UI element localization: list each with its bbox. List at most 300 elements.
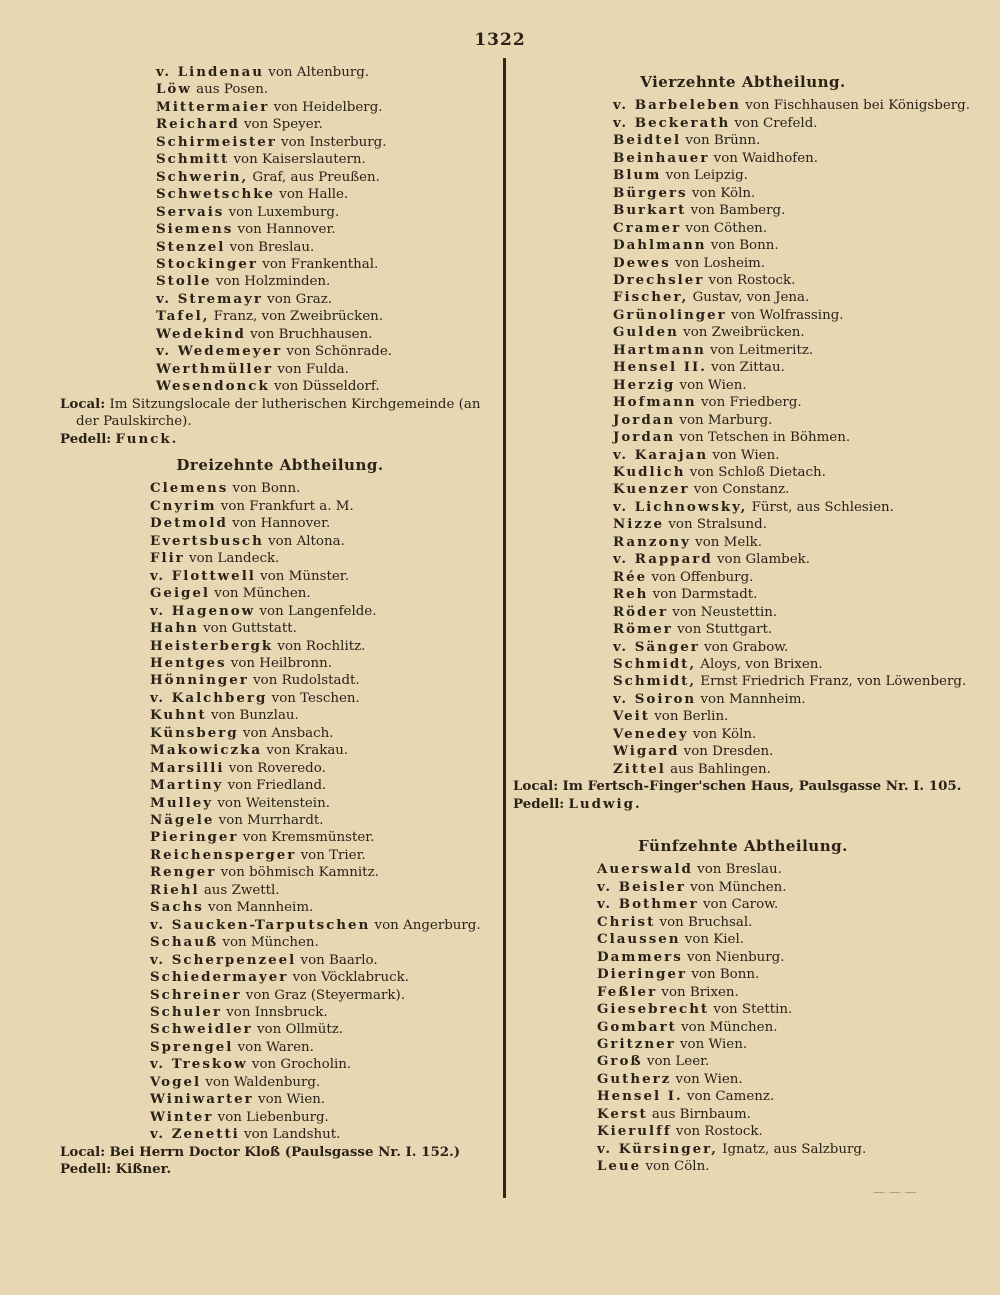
member-origin: von Wien.	[258, 1092, 326, 1108]
member-origin: Ernst Friedrich Franz, von Löwenberg.	[700, 674, 967, 690]
member-entry	[513, 289, 973, 306]
member-name: Kuhnt	[150, 707, 207, 724]
member-entry	[513, 97, 973, 114]
member-name: v. Rappard	[613, 551, 713, 568]
member-entry	[513, 914, 973, 931]
member-origin: von Tetschen in Böhmen.	[679, 430, 851, 446]
member-entry	[513, 132, 973, 149]
member-name: Gulden	[613, 324, 679, 341]
member-origin: aus Bahlingen.	[670, 761, 771, 777]
member-origin: von Krakau.	[266, 743, 349, 759]
member-entry	[513, 1019, 973, 1036]
member-origin: von Frankfurt a. M.	[220, 498, 354, 514]
member-origin: von Bonn.	[710, 238, 779, 254]
member-entry	[513, 255, 973, 272]
member-name: Groß	[597, 1053, 643, 1070]
member-name: Wigard	[613, 743, 680, 760]
member-entry	[60, 934, 500, 951]
member-origin: aus Posen.	[196, 82, 269, 98]
member-name: Reh	[613, 586, 649, 603]
member-origin: von Melk.	[695, 534, 762, 550]
member-entry	[513, 551, 973, 568]
member-origin: von Grabow.	[704, 639, 789, 655]
member-name: Römer	[613, 621, 673, 638]
member-name: Schreiner	[150, 986, 242, 1003]
member-name: v. Flottwell	[150, 567, 256, 584]
member-origin: von Weitenstein.	[217, 795, 330, 811]
member-name: v. Beisler	[597, 878, 686, 895]
member-name: Künsberg	[150, 724, 239, 741]
member-name: v. Zenetti	[150, 1126, 240, 1143]
member-origin: von Trier.	[300, 847, 366, 863]
member-origin: von Bamberg.	[690, 203, 786, 219]
member-origin: von Holzminden.	[215, 274, 331, 290]
member-entry	[60, 169, 500, 186]
member-entry	[60, 987, 500, 1004]
member-name: Riehl	[150, 881, 200, 898]
member-origin: von Insterburg.	[281, 134, 387, 150]
member-entry	[513, 412, 973, 429]
member-entry	[60, 1091, 500, 1108]
member-origin: von Heidelberg.	[273, 99, 383, 115]
member-entry	[60, 99, 500, 116]
member-origin: von Schönrade.	[286, 344, 393, 360]
member-entry	[513, 949, 973, 966]
member-name: Tafel,	[156, 308, 210, 325]
member-origin: Gustav, von Jena.	[692, 290, 810, 306]
member-entry	[513, 1053, 973, 1070]
member-origin: von Baarlo.	[300, 952, 378, 968]
member-entry	[60, 1109, 500, 1126]
page-number: 1322	[474, 30, 526, 50]
member-origin: Ignatz, aus Salzburg.	[722, 1141, 867, 1157]
member-origin: von Cöln.	[645, 1159, 710, 1175]
member-origin: von Bruchsal.	[659, 914, 753, 930]
member-entry	[60, 655, 500, 672]
member-origin: von Frankenthal.	[262, 256, 379, 272]
member-origin: von Stuttgart.	[677, 622, 773, 638]
member-origin: von Graz.	[267, 291, 333, 307]
member-origin: von Ollmütz.	[256, 1022, 344, 1038]
member-entry	[513, 220, 973, 237]
member-entry	[513, 586, 973, 603]
member-name: v. Hagenow	[150, 602, 256, 619]
member-name: Makowiczka	[150, 742, 263, 759]
member-name: v. Lichnowsky,	[613, 498, 748, 515]
member-entry	[60, 550, 500, 567]
member-entry	[513, 150, 973, 167]
member-name: Schweidler	[150, 1021, 253, 1038]
member-entry	[513, 1001, 973, 1018]
member-origin: von Guttstatt.	[203, 621, 297, 637]
member-entry	[513, 324, 973, 341]
member-entry	[513, 359, 973, 376]
pedell-line: Pedell: Ludwig.	[513, 795, 642, 812]
member-name: Feßler	[597, 983, 658, 1000]
member-list-section-12	[60, 64, 500, 396]
column-divider	[503, 58, 506, 1198]
member-origin: von Kremsmünster.	[242, 830, 375, 846]
member-entry	[60, 917, 500, 934]
member-entry	[513, 377, 973, 394]
member-name: Mulley	[150, 794, 214, 811]
member-entry	[513, 1123, 973, 1140]
member-name: Siemens	[156, 221, 234, 238]
member-origin: von Friedberg.	[700, 395, 802, 411]
member-name: Schirmeister	[156, 133, 277, 150]
member-name: Schwerin,	[156, 168, 249, 185]
member-name: Röder	[613, 603, 668, 620]
member-name: Hartmann	[613, 341, 706, 358]
member-entry	[513, 115, 973, 132]
member-origin: von Schloß Dietach.	[689, 464, 826, 480]
member-name: v. Sänger	[613, 638, 700, 655]
member-origin: von Bonn.	[691, 967, 760, 983]
member-entry	[513, 447, 973, 464]
member-origin: von Grocholin.	[251, 1057, 352, 1073]
member-entry	[60, 795, 500, 812]
member-origin: von Bonn.	[232, 481, 301, 497]
member-entry	[60, 1039, 500, 1056]
member-entry	[513, 394, 973, 411]
member-origin: von Altona.	[268, 533, 345, 549]
member-origin: von Zweibrücken.	[683, 325, 805, 341]
member-name: Stolle	[156, 273, 212, 290]
member-origin: von Speyer.	[243, 117, 323, 133]
member-origin: von Breslau.	[229, 239, 315, 255]
member-entry	[513, 761, 973, 778]
member-entry	[513, 879, 973, 896]
member-name: Dewes	[613, 254, 671, 271]
member-origin: von Leipzig.	[665, 168, 748, 184]
member-entry	[60, 81, 500, 98]
member-entry	[513, 1141, 973, 1158]
member-entry	[60, 899, 500, 916]
member-name: v. Beckerath	[613, 114, 731, 131]
member-name: Schwetschke	[156, 186, 276, 203]
member-name: Kierulff	[597, 1123, 672, 1140]
local-line: Local: Bei Herrn Doctor Kloß (Paulsgasse Nr. I. 152.)	[60, 1143, 461, 1160]
member-name: Auerswald	[597, 861, 693, 878]
member-entry	[60, 812, 500, 829]
member-entry	[60, 64, 500, 81]
member-origin: von Losheim.	[674, 255, 766, 271]
member-entry	[60, 480, 500, 497]
member-name: v. Kürsinger,	[597, 1140, 718, 1157]
member-entry	[60, 343, 500, 360]
right-column	[513, 64, 973, 1176]
member-name: Martiny	[150, 777, 224, 794]
member-name: Kudlich	[613, 463, 686, 480]
member-origin: von Kaiserslautern.	[233, 152, 366, 168]
member-origin: von Fulda.	[277, 361, 349, 377]
member-origin: Graf, aus Preußen.	[252, 169, 380, 185]
member-entry	[513, 185, 973, 202]
member-name: Schmidt,	[613, 673, 697, 690]
member-name: Hahn	[150, 620, 199, 637]
member-name: v. Treskow	[150, 1056, 248, 1073]
member-origin: von Crefeld.	[734, 115, 818, 131]
member-name: Schmidt,	[613, 655, 697, 672]
member-entry	[513, 726, 973, 743]
member-name: Veit	[613, 708, 650, 725]
member-origin: von Cöthen.	[685, 220, 768, 236]
member-list-section-13	[60, 480, 500, 1143]
member-entry	[60, 239, 500, 256]
member-origin: aus Birnbaum.	[651, 1106, 751, 1122]
member-entry	[60, 707, 500, 724]
member-entry	[513, 429, 973, 446]
member-name: v. Karajan	[613, 446, 709, 463]
member-name: Löw	[156, 81, 192, 98]
member-origin: von Mannheim.	[208, 900, 314, 916]
member-origin: von Wien.	[679, 1037, 748, 1053]
member-entry	[60, 326, 500, 343]
member-name: Clemens	[150, 480, 229, 497]
member-origin: aus Zwettl.	[203, 882, 280, 898]
member-origin: von Wien.	[675, 1071, 743, 1087]
member-origin: von Zittau.	[711, 360, 785, 376]
member-entry	[60, 1021, 500, 1038]
member-entry	[513, 202, 973, 219]
member-name: Burkart	[613, 202, 687, 219]
member-name: Venedey	[613, 725, 689, 742]
member-entry	[60, 829, 500, 846]
bleed-through-mark: — — —	[873, 1185, 917, 1199]
member-origin: von Langenfelde.	[259, 603, 377, 619]
member-origin: von Roveredo.	[228, 760, 326, 776]
pedell-line: Pedell: Kißner.	[60, 1161, 172, 1178]
member-name: Mittermaier	[156, 98, 270, 115]
local-line: Local: Im Fertsch-Finger'schen Haus, Paulsgasse Nr. I. 105.	[513, 778, 962, 795]
member-origin: von Glambek.	[716, 552, 811, 568]
member-name: Gritzner	[597, 1036, 676, 1053]
member-name: Sachs	[150, 899, 204, 916]
member-entry	[513, 673, 973, 690]
member-entry	[513, 516, 973, 533]
member-entry	[60, 221, 500, 238]
member-name: Cnyrim	[150, 497, 217, 514]
member-origin: von Hannover.	[237, 222, 336, 238]
member-name: v. Scherpenzeel	[150, 951, 297, 968]
member-entry	[60, 568, 500, 585]
member-origin: von Wien.	[712, 447, 780, 463]
member-entry	[513, 861, 973, 878]
member-origin: von München.	[681, 1019, 778, 1035]
member-origin: Fürst, aus Schlesien.	[751, 499, 894, 515]
member-entry	[513, 639, 973, 656]
member-name: v. Stremayr	[156, 290, 263, 307]
member-entry	[60, 361, 500, 378]
member-name: v. Bothmer	[597, 896, 699, 913]
member-name: v. Kalchberg	[150, 689, 268, 706]
member-origin: von Stralsund.	[668, 517, 768, 533]
member-origin: von Bunzlau.	[211, 708, 299, 724]
section-heading-15: Fünfzehnte Abtheilung.	[638, 837, 848, 856]
member-origin: von München.	[222, 935, 319, 951]
member-name: Cramer	[613, 219, 682, 236]
member-name: Herzig	[613, 376, 676, 393]
member-name: Servais	[156, 203, 225, 220]
member-origin: von München.	[214, 586, 311, 602]
member-name: Gutherz	[597, 1070, 672, 1087]
member-entry	[513, 167, 973, 184]
member-entry	[513, 499, 973, 516]
member-name: Giesebrecht	[597, 1001, 710, 1018]
member-name: Hofmann	[613, 394, 697, 411]
member-entry	[60, 533, 500, 550]
member-entry	[60, 1126, 500, 1143]
member-name: Nägele	[150, 812, 215, 829]
member-entry	[513, 464, 973, 481]
member-name: Hönninger	[150, 672, 249, 689]
member-entry	[60, 864, 500, 881]
member-entry	[60, 725, 500, 742]
member-entry	[513, 604, 973, 621]
member-origin: von Brünn.	[685, 133, 761, 149]
member-entry	[513, 984, 973, 1001]
member-name: v. Wedemeyer	[156, 343, 283, 360]
member-name: Kerst	[597, 1105, 648, 1122]
member-name: Christ	[597, 913, 656, 930]
member-origin: von Berlin.	[654, 709, 729, 725]
member-origin: von Rudolstadt.	[253, 673, 360, 689]
member-origin: von Rochlitz.	[277, 638, 366, 654]
member-entry	[60, 204, 500, 221]
member-origin: von Brixen.	[661, 984, 739, 1000]
member-origin: von Stettin.	[713, 1002, 793, 1018]
member-name: Drechsler	[613, 271, 705, 288]
member-origin: Franz, von Zweibrücken.	[213, 309, 384, 325]
member-name: Rée	[613, 568, 648, 585]
member-origin: von böhmisch Kamnitz.	[220, 865, 379, 881]
member-name: Fischer,	[613, 289, 689, 306]
member-origin: von Darmstadt.	[652, 587, 758, 603]
member-entry	[513, 743, 973, 760]
member-entry	[60, 186, 500, 203]
member-origin: von Neustettin.	[672, 604, 778, 620]
member-list-section-15	[513, 861, 973, 1175]
member-entry	[60, 742, 500, 759]
local-line: Local: Im Sitzungslocale der lutherischen Kirchgemeinde (an	[60, 395, 481, 412]
member-origin: von Kiel.	[684, 932, 745, 948]
member-origin: von Murrhardt.	[218, 813, 324, 829]
member-origin: von Heilbronn.	[230, 655, 332, 671]
member-entry	[513, 237, 973, 254]
member-list-section-14	[513, 97, 973, 778]
member-origin: von Liebenburg.	[217, 1109, 329, 1125]
member-name: Kuenzer	[613, 481, 690, 498]
member-origin: von Hannover.	[232, 516, 331, 532]
member-name: Hentges	[150, 654, 227, 671]
member-origin: von Altenburg.	[268, 65, 370, 80]
member-name: v. Saucken-Tarputschen	[150, 916, 371, 933]
member-entry	[513, 307, 973, 324]
member-name: Hensel I.	[597, 1088, 683, 1105]
member-name: Blum	[613, 167, 662, 184]
member-name: v. Lindenau	[156, 64, 265, 80]
member-origin: von Waidhofen.	[713, 150, 819, 166]
member-origin: von Graz (Steyermark).	[245, 987, 405, 1003]
member-origin: von Carow.	[702, 897, 779, 913]
member-origin: von Dresden.	[683, 744, 774, 760]
member-origin: von Constanz.	[693, 482, 790, 498]
member-entry	[60, 847, 500, 864]
member-entry	[60, 1056, 500, 1073]
member-origin: von Leitmeritz.	[710, 342, 814, 358]
member-name: Stockinger	[156, 255, 258, 272]
member-name: Beidtel	[613, 132, 682, 149]
member-entry	[60, 256, 500, 273]
member-origin: von Teschen.	[271, 690, 360, 706]
member-name: Schiedermayer	[150, 969, 289, 986]
section-heading-14: Vierzehnte Abtheilung.	[640, 73, 846, 91]
member-name: Jordan	[613, 429, 676, 446]
member-name: Pieringer	[150, 829, 239, 846]
member-entry	[513, 342, 973, 359]
member-entry	[60, 672, 500, 689]
member-name: Heisterbergk	[150, 637, 274, 654]
member-entry	[60, 134, 500, 151]
member-entry	[60, 498, 500, 515]
member-entry	[60, 882, 500, 899]
member-origin: von Vöcklabruck.	[292, 970, 409, 986]
member-name: Bürgers	[613, 184, 688, 201]
member-entry	[513, 708, 973, 725]
member-entry	[513, 896, 973, 913]
member-entry	[513, 1106, 973, 1123]
member-name: Wedekind	[156, 325, 246, 342]
member-entry	[513, 272, 973, 289]
member-entry	[513, 1158, 973, 1175]
member-origin: von Landshut.	[244, 1127, 341, 1143]
member-entry	[60, 777, 500, 794]
member-name: Schuler	[150, 1004, 222, 1021]
member-name: Vogel	[150, 1073, 202, 1090]
member-name: Leue	[597, 1158, 642, 1175]
member-origin: von Mannheim.	[700, 691, 806, 707]
member-name: v. Barbeleben	[613, 97, 741, 114]
member-origin: von Ansbach.	[242, 725, 334, 741]
member-origin: von Breslau.	[697, 862, 782, 878]
member-origin: von Münster.	[260, 568, 349, 584]
member-name: Sprengel	[150, 1038, 234, 1055]
member-entry	[513, 1088, 973, 1105]
member-name: Stenzel	[156, 238, 226, 255]
member-origin: von Köln.	[691, 185, 756, 201]
pedell-line: Pedell: Funck.	[60, 430, 179, 447]
member-origin: von Waldenburg.	[205, 1074, 321, 1090]
member-entry	[60, 952, 500, 969]
member-name: v. Soiron	[613, 690, 697, 707]
member-entry	[60, 690, 500, 707]
member-entry	[60, 620, 500, 637]
member-name: Ranzony	[613, 533, 691, 550]
member-entry	[60, 515, 500, 532]
member-origin: von Rostock.	[708, 272, 796, 288]
member-name: Flir	[150, 550, 185, 567]
member-origin: von Friedland.	[227, 778, 327, 794]
member-name: Dammers	[597, 948, 683, 965]
member-origin: von Camenz.	[686, 1089, 775, 1105]
member-name: Winter	[150, 1108, 214, 1125]
member-entry	[513, 1036, 973, 1053]
member-origin: von Luxemburg.	[228, 204, 340, 220]
member-origin: von Halle.	[279, 187, 349, 203]
member-entry	[513, 1071, 973, 1088]
member-entry	[513, 534, 973, 551]
member-entry	[513, 569, 973, 586]
